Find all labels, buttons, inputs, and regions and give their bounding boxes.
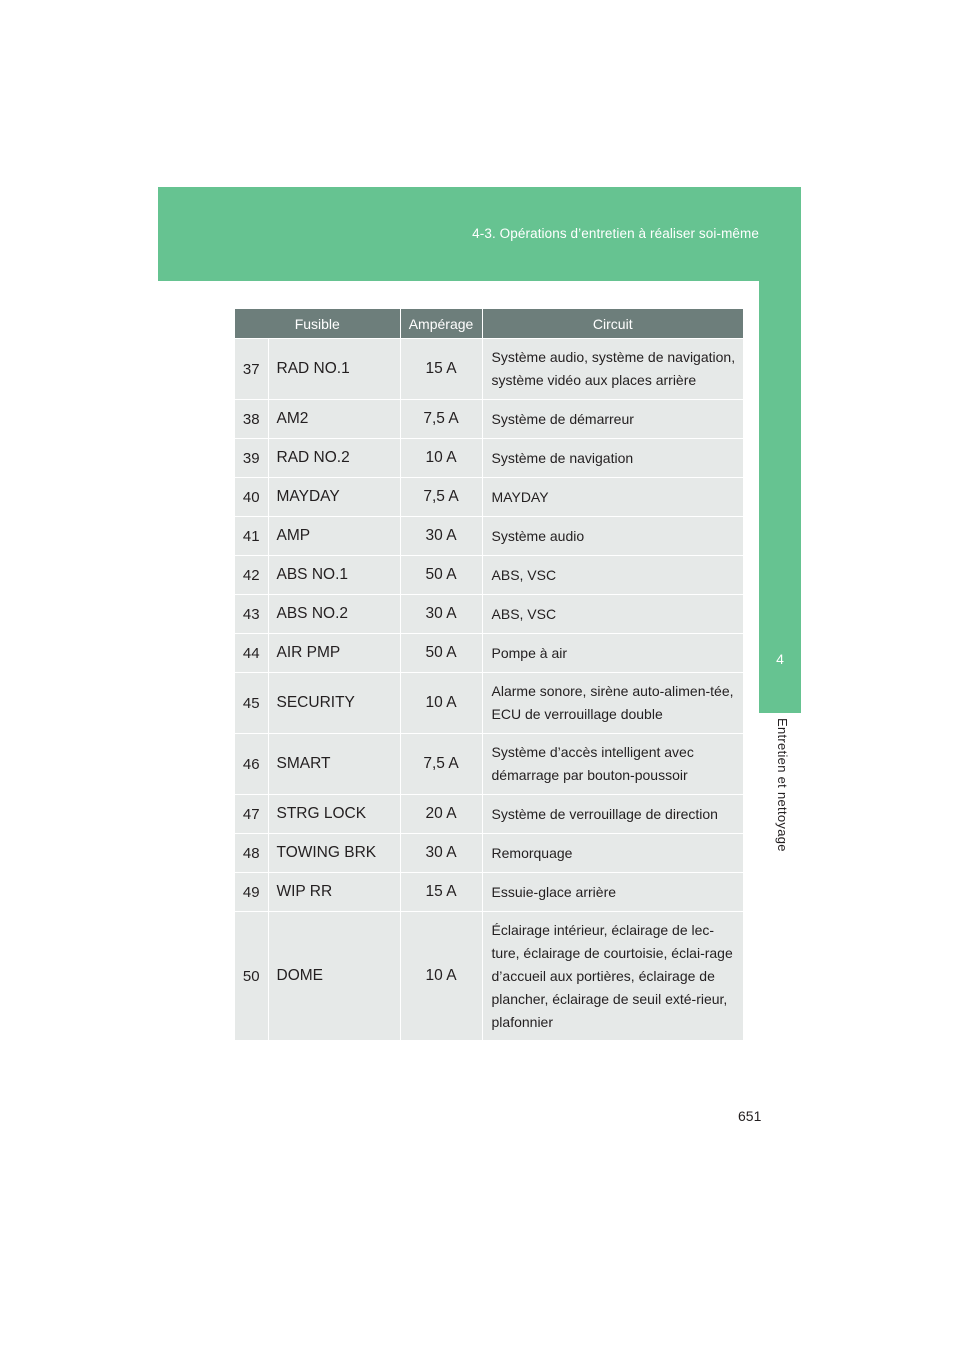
table-row xyxy=(235,634,743,673)
table-row xyxy=(235,912,743,1041)
fuse-amperage-cell: 15 A xyxy=(400,339,482,400)
chapter-number: 4 xyxy=(776,651,784,667)
fuse-circuit-cell: ABS, VSC xyxy=(482,556,743,595)
fuse-number-cell: 49 xyxy=(235,873,268,912)
table-row xyxy=(235,734,743,795)
fuse-name-cell: SMART xyxy=(268,734,400,795)
fuse-circuit-cell: Alarme sonore, sirène auto-alimen-tée, ECU de verrouillage double xyxy=(482,673,743,734)
table-header-row xyxy=(235,309,743,339)
header-fuse: Fusible xyxy=(235,309,400,339)
fuse-name-cell: AM2 xyxy=(268,400,400,439)
table-row xyxy=(235,400,743,439)
header-amperage: Ampérage xyxy=(400,309,482,339)
fuse-number-cell: 46 xyxy=(235,734,268,795)
fuse-number-cell: 41 xyxy=(235,517,268,556)
fuse-number-cell: 38 xyxy=(235,400,268,439)
table-row xyxy=(235,517,743,556)
table-row xyxy=(235,673,743,734)
fuse-circuit-cell: Système d’accès intelligent avec démarrage par bouton-poussoir xyxy=(482,734,743,795)
fuse-circuit-cell: Essuie-glace arrière xyxy=(482,873,743,912)
fuse-amperage-cell: 30 A xyxy=(400,517,482,556)
table-row xyxy=(235,556,743,595)
fuse-circuit-cell: MAYDAY xyxy=(482,478,743,517)
fuse-circuit-cell: Remorquage xyxy=(482,834,743,873)
side-band xyxy=(759,281,801,621)
fuse-amperage-cell: 15 A xyxy=(400,873,482,912)
fuse-amperage-cell: 10 A xyxy=(400,673,482,734)
fuse-amperage-cell: 10 A xyxy=(400,912,482,1041)
fuse-table xyxy=(235,309,743,1040)
fuse-amperage-cell: 20 A xyxy=(400,795,482,834)
fuse-amperage-cell: 7,5 A xyxy=(400,400,482,439)
fuse-number-cell: 43 xyxy=(235,595,268,634)
chapter-title: Entretien et nettoyage xyxy=(775,718,790,852)
fuse-name-cell: RAD NO.2 xyxy=(268,439,400,478)
fuse-number-cell: 39 xyxy=(235,439,268,478)
fuse-number-cell: 42 xyxy=(235,556,268,595)
fuse-name-cell: ABS NO.2 xyxy=(268,595,400,634)
fuse-amperage-cell: 10 A xyxy=(400,439,482,478)
fuse-name-cell: WIP RR xyxy=(268,873,400,912)
fuse-circuit-cell: Système de verrouillage de direction xyxy=(482,795,743,834)
fuse-name-cell: STRG LOCK xyxy=(268,795,400,834)
fuse-name-cell: MAYDAY xyxy=(268,478,400,517)
fuse-name-cell: RAD NO.1 xyxy=(268,339,400,400)
section-header-band xyxy=(158,187,801,281)
table-row xyxy=(235,439,743,478)
page-number: 651 xyxy=(738,1108,762,1124)
fuse-circuit-cell: Pompe à air xyxy=(482,634,743,673)
fuse-amperage-cell: 50 A xyxy=(400,556,482,595)
fuse-name-cell: SECURITY xyxy=(268,673,400,734)
fuse-amperage-cell: 30 A xyxy=(400,595,482,634)
fuse-number-cell: 44 xyxy=(235,634,268,673)
fuse-name-cell: AIR PMP xyxy=(268,634,400,673)
fuse-amperage-cell: 7,5 A xyxy=(400,478,482,517)
table-row xyxy=(235,595,743,634)
fuse-amperage-cell: 30 A xyxy=(400,834,482,873)
fuse-number-cell: 50 xyxy=(235,912,268,1041)
chapter-tab xyxy=(759,621,801,713)
fuse-circuit-cell: Système de démarreur xyxy=(482,400,743,439)
header-circuit: Circuit xyxy=(482,309,743,339)
fuse-number-cell: 47 xyxy=(235,795,268,834)
fuse-circuit-cell: Système audio xyxy=(482,517,743,556)
table-body xyxy=(235,339,743,1041)
fuse-number-cell: 40 xyxy=(235,478,268,517)
fuse-name-cell: AMP xyxy=(268,517,400,556)
table-row xyxy=(235,478,743,517)
table-row xyxy=(235,834,743,873)
fuse-name-cell: ABS NO.1 xyxy=(268,556,400,595)
fuse-name-cell: TOWING BRK xyxy=(268,834,400,873)
fuse-amperage-cell: 7,5 A xyxy=(400,734,482,795)
fuse-circuit-cell: Système de navigation xyxy=(482,439,743,478)
table-row xyxy=(235,873,743,912)
fuse-amperage-cell: 50 A xyxy=(400,634,482,673)
fuse-number-cell: 48 xyxy=(235,834,268,873)
table-row xyxy=(235,339,743,400)
fuse-number-cell: 37 xyxy=(235,339,268,400)
table-row xyxy=(235,795,743,834)
section-title: 4-3. Opérations d’entretien à réaliser soi-même xyxy=(472,226,759,241)
fuse-circuit-cell: ABS, VSC xyxy=(482,595,743,634)
fuse-name-cell: DOME xyxy=(268,912,400,1041)
fuse-circuit-cell: Système audio, système de navigation, système vidéo aux places arrière xyxy=(482,339,743,400)
fuse-number-cell: 45 xyxy=(235,673,268,734)
fuse-circuit-cell: Éclairage intérieur, éclairage de lec-ture, éclairage de courtoisie, éclai-rage d’accueil aux portières, éclairage de plancher, éclairage de seuil exté-rieur, plafonnier xyxy=(482,912,743,1041)
